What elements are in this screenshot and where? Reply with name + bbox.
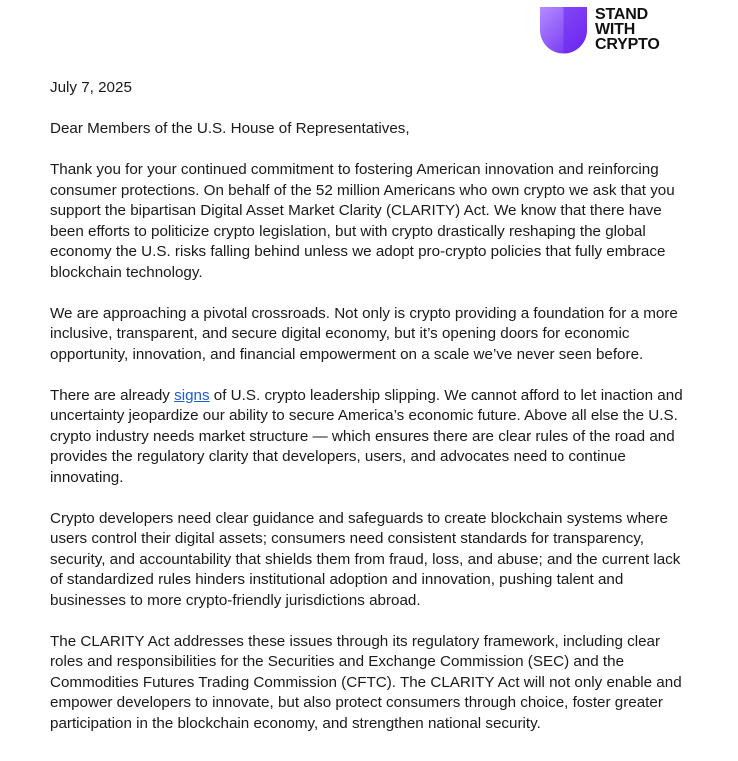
logo-line-3: CRYPTO bbox=[595, 36, 660, 53]
shield-logo-icon bbox=[540, 7, 587, 54]
signs-link[interactable]: signs bbox=[174, 386, 210, 404]
paragraph-4: Crypto developers need clear guidance and safeguards to create blockchain systems where users control their digital assets; consumers need consistent standards for transparency, security, and accountability that shields them from fraud, loss, and abuse; and the current lack of standardized rules hinders institutional adoption and innovation, pushing talent and businesses to more crypto-friendly jurisdictions abroad. bbox=[50, 509, 681, 609]
paragraph-3 bbox=[50, 386, 690, 489]
paragraph-3-rest: of U.S. crypto leadership slipping. We cannot afford to let inaction and uncertainty jeopardize our ability to secure America’s economic future. Above all else the U.S. crypto industry needs market structure — which ensures there are clear rules of the road and provides the regulatory clarity that developers, users, and advocates need to continue innovating. bbox=[50, 386, 683, 486]
logo-line-2: WITH bbox=[595, 21, 636, 38]
letter-salutation: Dear Members of the U.S. House of Representatives, bbox=[50, 120, 410, 137]
stand-with-crypto-logo bbox=[540, 7, 660, 54]
paragraph-2: We are approaching a pivotal crossroads. Not only is crypto providing a foundation for a more inclusive, transparent, and secure digital economy, but it’s opening doors for economic opportunity, innovation, and financial empowerment on a scale we’ve never seen before. bbox=[50, 304, 678, 363]
logo-line-1: STAND bbox=[595, 6, 648, 23]
letter-body bbox=[50, 78, 690, 755]
paragraph-5: The CLARITY Act addresses these issues through its regulatory framework, including clear roles and responsibilities for the Securities and Exchange Commission (SEC) and the Commodities Futures Trading Commission (CFTC). The CLARITY Act will not only enable and empower developers to innovate, but also protect consumers through choice, foster greater participation in the blockchain economy, and strengthen national security. bbox=[50, 632, 682, 732]
letter-date: July 7, 2025 bbox=[50, 79, 132, 96]
logo-wordmark bbox=[595, 7, 660, 52]
paragraph-1: Thank you for your continued commitment to fostering American innovation and reinforcing consumer protections. On behalf of the 52 million Americans who own crypto we ask that you support the bipartisan Digital Asset Market Clarity (CLARITY) Act. We know that there have been efforts to politicize crypto legislation, but with crypto drastically reshaping the global economy the U.S. risks falling behind unless we adopt pro-crypto policies that fully embrace blockchain technology. bbox=[50, 161, 675, 281]
paragraph-3-intro: There are already bbox=[50, 386, 175, 404]
